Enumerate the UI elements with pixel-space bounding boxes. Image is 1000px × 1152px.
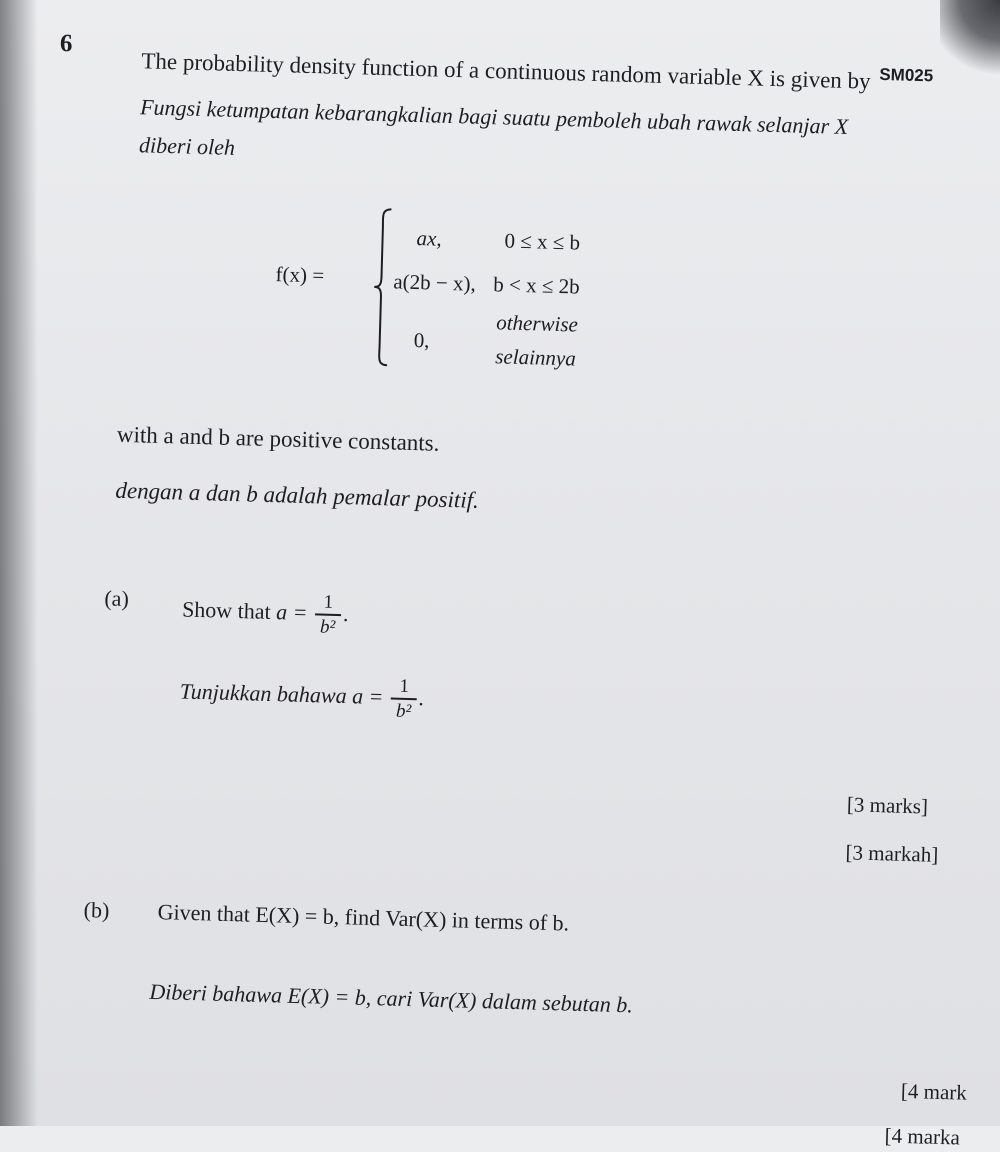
part-b-marks-malay: [4 marka: [884, 1123, 961, 1150]
part-a-fraction-malay: [390, 676, 417, 724]
left-brace-icon: [371, 207, 393, 367]
course-code: SM025: [879, 64, 934, 86]
part-a-text-malay: [179, 670, 425, 724]
part-a-fraction: [314, 591, 341, 639]
pdf-definition: [273, 186, 638, 386]
question-stem-malay-line1: Fungsi ketumpatan kebarangkalian bagi suatu pemboleh ubah rawak selanjar X: [139, 94, 849, 140]
part-a-period-malay: .: [418, 685, 425, 711]
part-b-label: (b): [83, 897, 110, 923]
case2-expression: a(2b − x),: [393, 269, 477, 296]
part-a-label: (a): [104, 585, 130, 612]
question-number: 6: [59, 30, 73, 58]
part-b-text-english: Given that E(X) = b, find Var(X) in terms of b.: [157, 899, 570, 936]
fraction-numerator-malay: 1: [399, 675, 410, 697]
case3-expression: 0,: [413, 327, 430, 353]
part-a-period: .: [342, 600, 349, 627]
case3-condition-english: otherwise: [495, 310, 579, 337]
case1-condition: 0 ≤ x ≤ b: [504, 228, 581, 255]
part-a-marks-malay: [3 markah]: [845, 840, 939, 867]
part-a-instruction-english: Show that: [181, 596, 272, 624]
question-stem-english: The probability density function of a continuous random variable X is given by: [141, 48, 871, 94]
pdf-lhs: f(x) =: [275, 262, 325, 288]
part-a-lhs: a =: [275, 599, 308, 625]
fraction-numerator: 1: [323, 591, 334, 613]
question-stem-malay-line2: diberi oleh: [138, 132, 236, 160]
part-b-text-malay: Diberi bahawa E(X) = b, cari Var(X) dalam sebutan b.: [149, 978, 634, 1018]
part-a-lhs-malay: a =: [351, 683, 384, 710]
part-a-text-english: [181, 588, 349, 640]
case2-condition: b < x ≤ 2b: [493, 272, 581, 299]
fraction-denominator: b²: [319, 616, 336, 638]
case1-expression: ax,: [416, 226, 443, 251]
case3-condition-malay: selainnya: [495, 344, 577, 371]
constants-note-english: with a and b are positive constants.: [116, 421, 440, 456]
part-a-instruction-malay: Tunjukkan bahawa: [179, 678, 347, 709]
constants-note-malay: dengan a dan b adalah pemalar positif.: [115, 477, 480, 513]
fraction-denominator-malay: b²: [395, 700, 412, 722]
part-b-marks-english: [4 mark: [900, 1078, 968, 1105]
part-a-marks-english: [3 marks]: [846, 792, 929, 819]
